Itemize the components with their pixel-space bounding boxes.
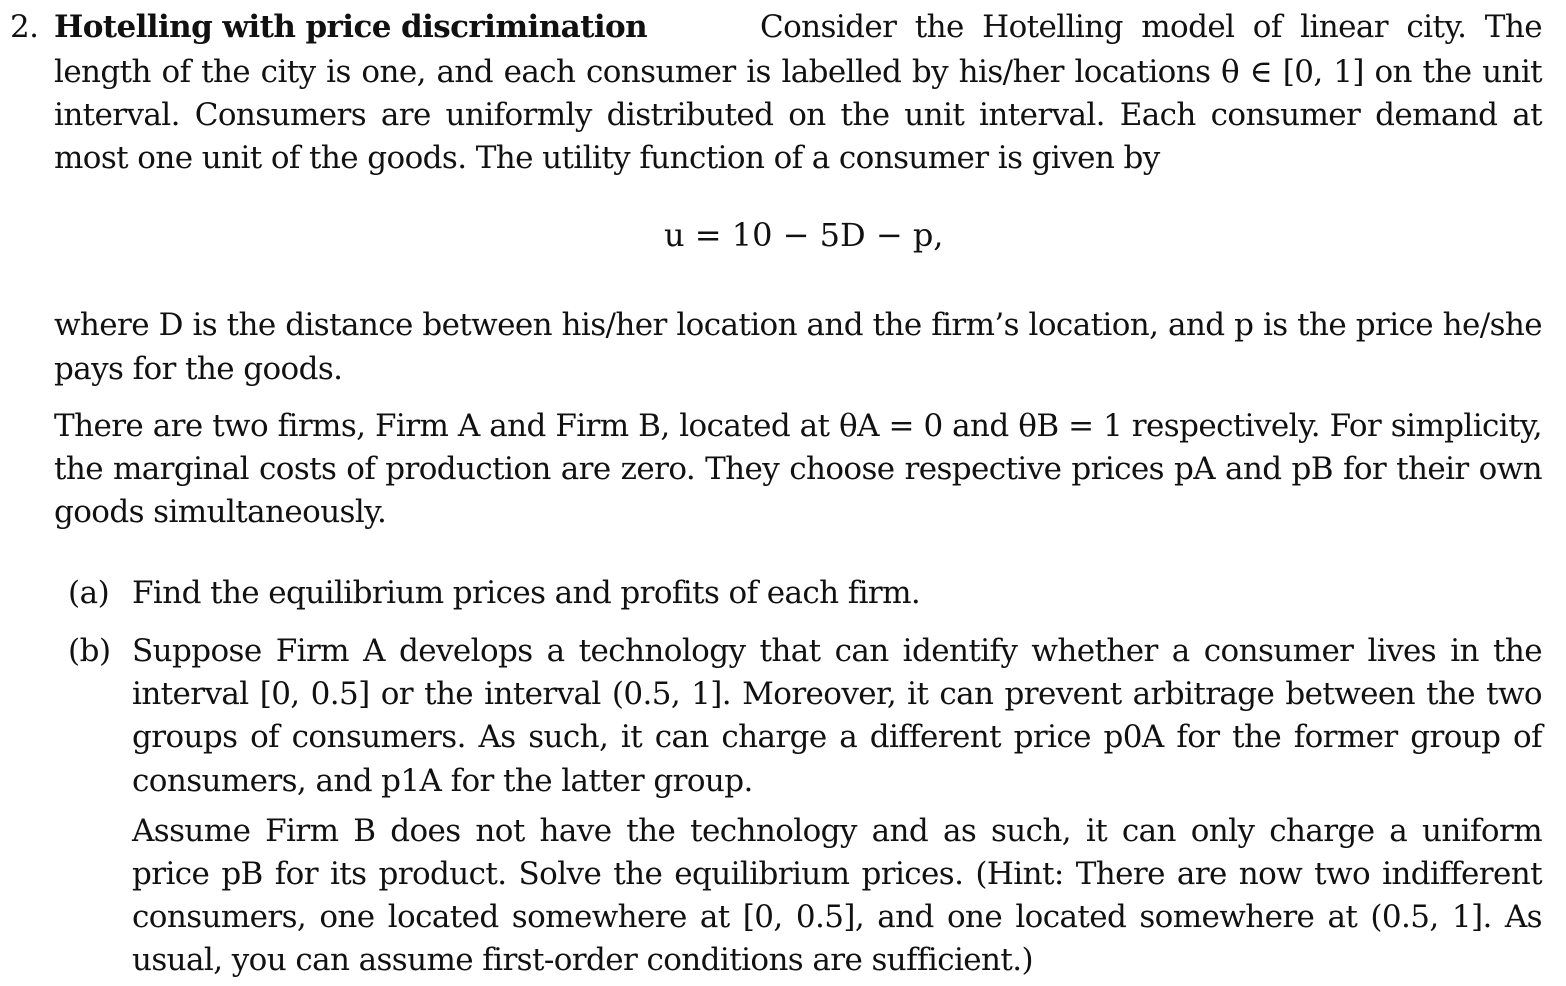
part-b-line-4: consumers, and p1A for the latter group. [132, 763, 753, 799]
after-eq-line-2: pays for the goods. [54, 351, 343, 387]
firms-line-3: goods simultaneously. [54, 494, 387, 530]
part-b-label: (b) [68, 633, 111, 669]
part-a-label: (a) [68, 575, 110, 611]
part-b-followup-4: usual, you can assume first-order conditions are sufficient.) [132, 942, 1033, 978]
part-b-followup-2: price pB for its product. Solve the equilibrium prices. (Hint: There are now two indifferent [132, 856, 1542, 892]
problem-title: Hotelling with price discrimination [54, 9, 648, 45]
intro-line-4: most one unit of the goods. The utility function of a consumer is given by [54, 140, 1160, 176]
part-a-text: Find the equilibrium prices and profits of each firm. [132, 575, 921, 611]
part-b-followup-1: Assume Firm B does not have the technology and as such, it can only charge a uniform [132, 813, 1542, 849]
intro-line-3: interval. Consumers are uniformly distributed on the unit interval. Each consumer demand at [54, 97, 1542, 133]
part-b-line-3: groups of consumers. As such, it can charge a different price p0A for the former group of [132, 719, 1542, 755]
problem-number: 2. [10, 9, 39, 45]
intro-line-1: Consider the Hotelling model of linear city. The [760, 9, 1542, 45]
firms-line-1: There are two firms, Firm A and Firm B, located at θA = 0 and θB = 1 respectively. For simplicity, [54, 408, 1542, 444]
firms-line-2: the marginal costs of production are zero. They choose respective prices pA and pB for their own [54, 451, 1542, 487]
part-b-line-1: Suppose Firm A develops a technology that can identify whether a consumer lives in the [132, 633, 1542, 669]
after-eq-line-1: where D is the distance between his/her location and the firm’s location, and p is the price he/she [54, 307, 1542, 343]
utility-equation: u = 10 − 5D − p, [664, 216, 944, 254]
intro-line-2: length of the city is one, and each consumer is labelled by his/her locations θ ∈ [0, 1] on the unit [54, 54, 1542, 90]
part-b-followup-3: consumers, one located somewhere at [0, 0.5], and one located somewhere at (0.5, 1]. As [132, 899, 1542, 935]
part-b-line-2: interval [0, 0.5] or the interval (0.5, 1]. Moreover, it can prevent arbitrage between the two [132, 676, 1542, 712]
